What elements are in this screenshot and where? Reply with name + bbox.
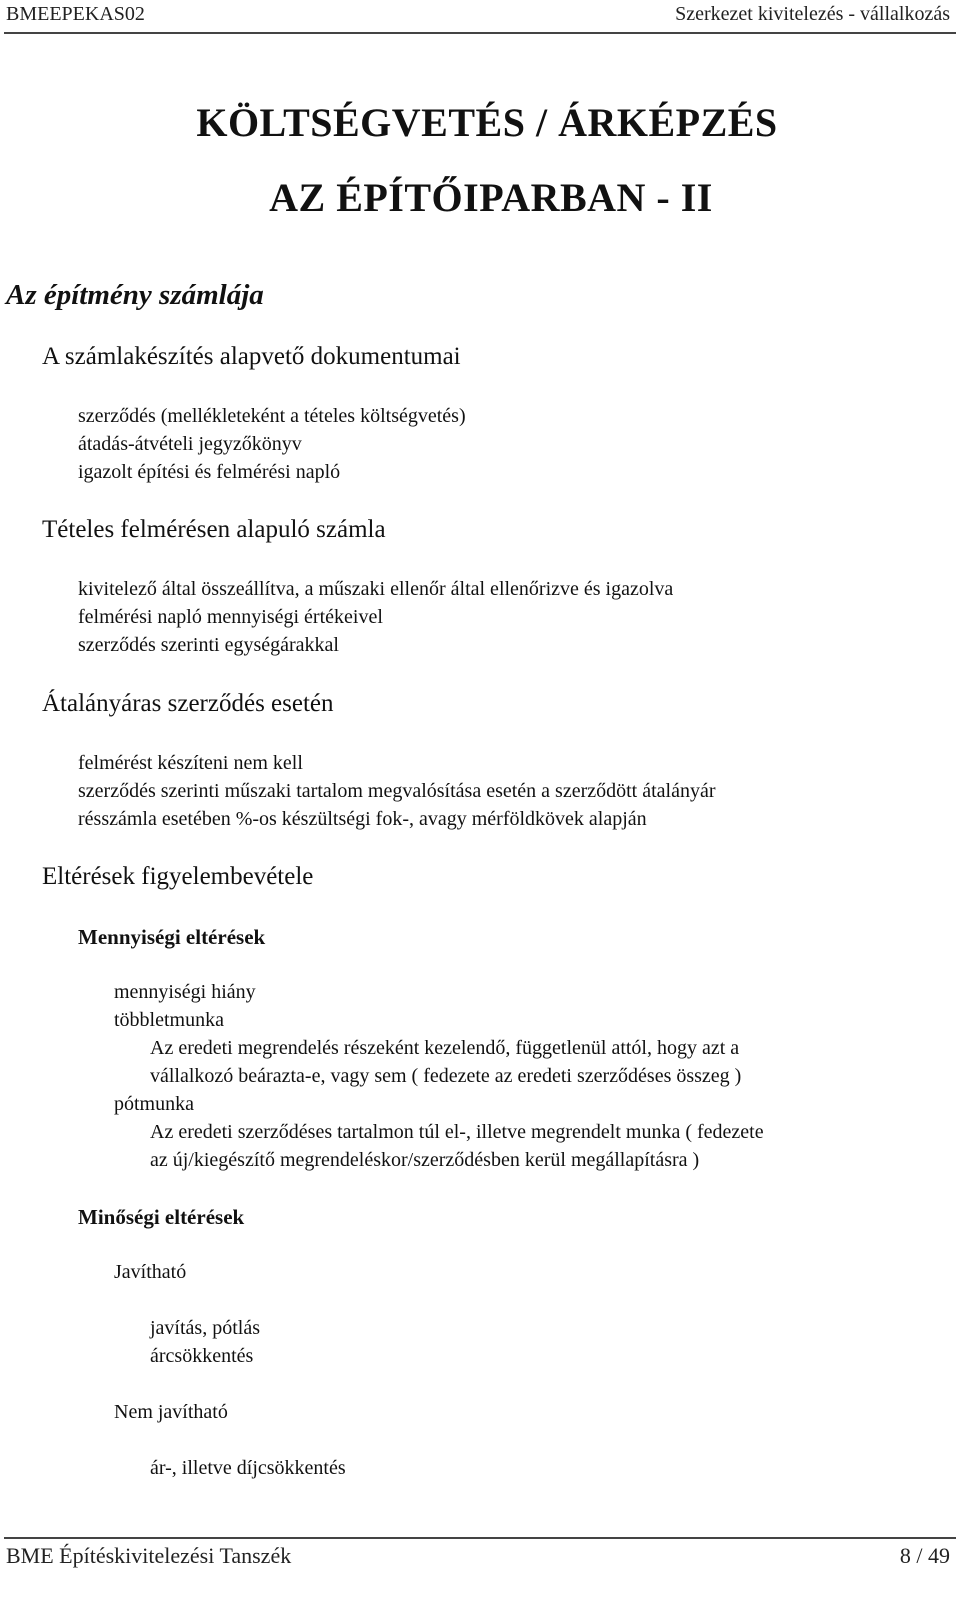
- quality-deviations-heading: Minőségi eltérések: [78, 1205, 245, 1229]
- additional-work-desc: az új/kiegészítő megrendeléskor/szerződésben kerül megállapításra ): [150, 1149, 700, 1171]
- fixable-item: javítás, pótlás: [150, 1317, 260, 1339]
- not-fixable-item: ár-, illetve díjcsökkentés: [150, 1457, 346, 1479]
- lumpsum-item: résszámla esetében %-os készültségi fok-, avagy mérföldkövek alapján: [78, 808, 647, 830]
- footer-department: BME Építéskivitelezési Tanszék: [6, 1543, 292, 1568]
- page-number: 8 / 49: [899, 1543, 950, 1568]
- footer-divider: [4, 1537, 956, 1539]
- header-course-code: BMEEPEKAS02: [6, 3, 145, 25]
- extra-work-desc: Az eredeti megrendelés részeként kezelendő, függetlenül attól, hogy azt a: [150, 1037, 740, 1059]
- additional-work-desc: Az eredeti szerződéses tartalmon túl el-, illetve megrendelt munka ( fedezete: [150, 1121, 764, 1143]
- not-fixable-label: Nem javítható: [114, 1401, 228, 1423]
- extra-work: többletmunka: [114, 1009, 224, 1031]
- lumpsum-item: szerződés szerinti műszaki tartalom megvalósítása esetén a szerződött átalányár: [78, 780, 716, 802]
- additional-work: pótmunka: [114, 1093, 194, 1115]
- extra-work-desc: vállalkozó beárazta-e, vagy sem ( fedezete az eredeti szerződéses összeg ): [150, 1065, 742, 1087]
- itemized-item: szerződés szerinti egységárakkal: [78, 634, 339, 656]
- docs-item: átadás-átvételi jegyzőkönyv: [78, 433, 302, 455]
- deviations-heading: Eltérések figyelembevétele: [42, 863, 314, 890]
- docs-heading: A számlakészítés alapvető dokumentumai: [42, 343, 461, 370]
- header-divider: [4, 32, 956, 34]
- itemized-item: felmérési napló mennyiségi értékeivel: [78, 606, 383, 628]
- itemized-heading: Tételes felmérésen alapuló számla: [42, 516, 386, 543]
- docs-item: szerződés (mellékleteként a tételes költségvetés): [78, 405, 466, 427]
- fixable-label: Javítható: [114, 1261, 187, 1283]
- itemized-item: kivitelező által összeállítva, a műszaki ellenőr által ellenőrizve és igazolva: [78, 578, 674, 600]
- header-course-title: Szerkezet kivitelezés - vállalkozás: [675, 3, 950, 25]
- lumpsum-heading: Átalányáras szerződés esetén: [42, 690, 334, 717]
- lumpsum-item: felmérést készíteni nem kell: [78, 752, 303, 774]
- page-title-line2: AZ ÉPÍTŐIPARBAN - II: [269, 175, 713, 220]
- quantity-shortage: mennyiségi hiány: [114, 981, 256, 1003]
- page-title-line1: KÖLTSÉGVETÉS / ÁRKÉPZÉS: [196, 100, 778, 145]
- fixable-item: árcsökkentés: [150, 1345, 254, 1367]
- section-heading: Az építmény számlája: [6, 279, 264, 311]
- docs-item: igazolt építési és felmérési napló: [78, 461, 341, 483]
- quantity-deviations-heading: Mennyiségi eltérések: [78, 925, 266, 949]
